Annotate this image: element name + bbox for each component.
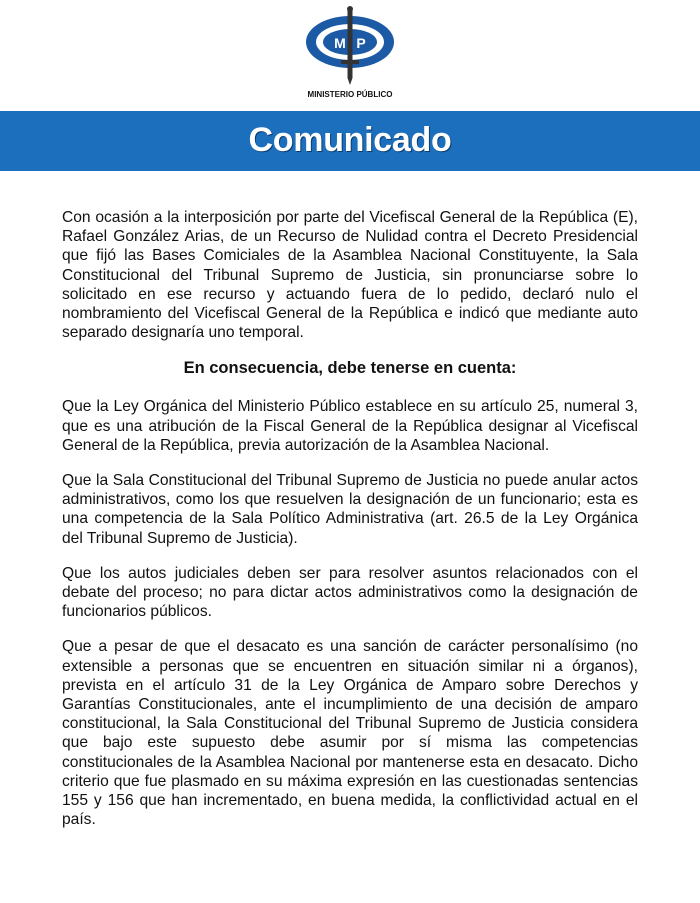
logo-initial-p: P <box>356 35 366 51</box>
ministerio-publico-logo <box>297 6 403 102</box>
point-paragraph-1: Que la Ley Orgánica del Ministerio Público establece en su artículo 25, numeral 3, que es una atribución de la Fiscal General de la República designar al Vicefiscal General de la República, previa autorización de la Asamblea Nacional. <box>62 398 638 454</box>
section-heading: En consecuencia, debe tenerse en cuenta: <box>183 359 517 378</box>
point-paragraph-3: Que los autos judiciales deben ser para resolver asuntos relacionados con el debate del proceso; no para dictar actos administrativos como la designación de funcionarios públicos. <box>62 564 638 621</box>
sword-emblem-icon <box>297 6 403 102</box>
communique-body <box>62 208 638 829</box>
page-title: Comunicado <box>248 121 452 159</box>
logo-initial-m: M <box>334 35 346 51</box>
title-banner <box>0 111 700 171</box>
logo-caption: MINISTERIO PÚBLICO <box>307 90 393 99</box>
point-paragraph-4: Que a pesar de que el desacato es una sanción de carácter personalísimo (no extensible a personas que se encuentren en situación similar ni a órganos), prevista en el artículo 31 de la Ley Orgánica de Amparo sobre Derechos y Garantías Constitucionales, ante el incumplimiento de una decisión de amparo constitucional, la Sala Constitucional del Tribunal Supremo de Justicia considera que bajo este supuesto debe asumir por sí misma las competencias constitucionales de la Asamblea Nacional por mantenerse esta en desacato. Dicho criterio que fue plasmado en su máxima expresión en las cuestionadas sentencias 155 y 156 que han incrementado, en buena medida, la conflictividad actual en el país. <box>62 638 638 829</box>
point-paragraph-2: Que la Sala Constitucional del Tribunal Supremo de Justicia no puede anular actos administrativos, como los que resuelven la designación de un funcionario; esta es una competencia de la Sala Político Administrativa (art. 26.5 de la Ley Orgánica del Tribunal Supremo de Justicia). <box>62 472 638 547</box>
intro-paragraph: Con ocasión a la interposición por parte del Vicefiscal General de la República (E), Rafael González Arias, de un Recurso de Nulidad contra el Decreto Presidencial que fijó las Bases Comiciales de la Asamblea Nacional Constituyente, la Sala Constitucional del Tribunal Supremo de Justicia, sin pronunciarse sobre lo solicitado en ese recurso y actuando fuera de lo pedido, declaró nulo el nombramiento del Vicefiscal General de la República e indicó que mediante auto separado designaría uno temporal. <box>62 209 638 342</box>
